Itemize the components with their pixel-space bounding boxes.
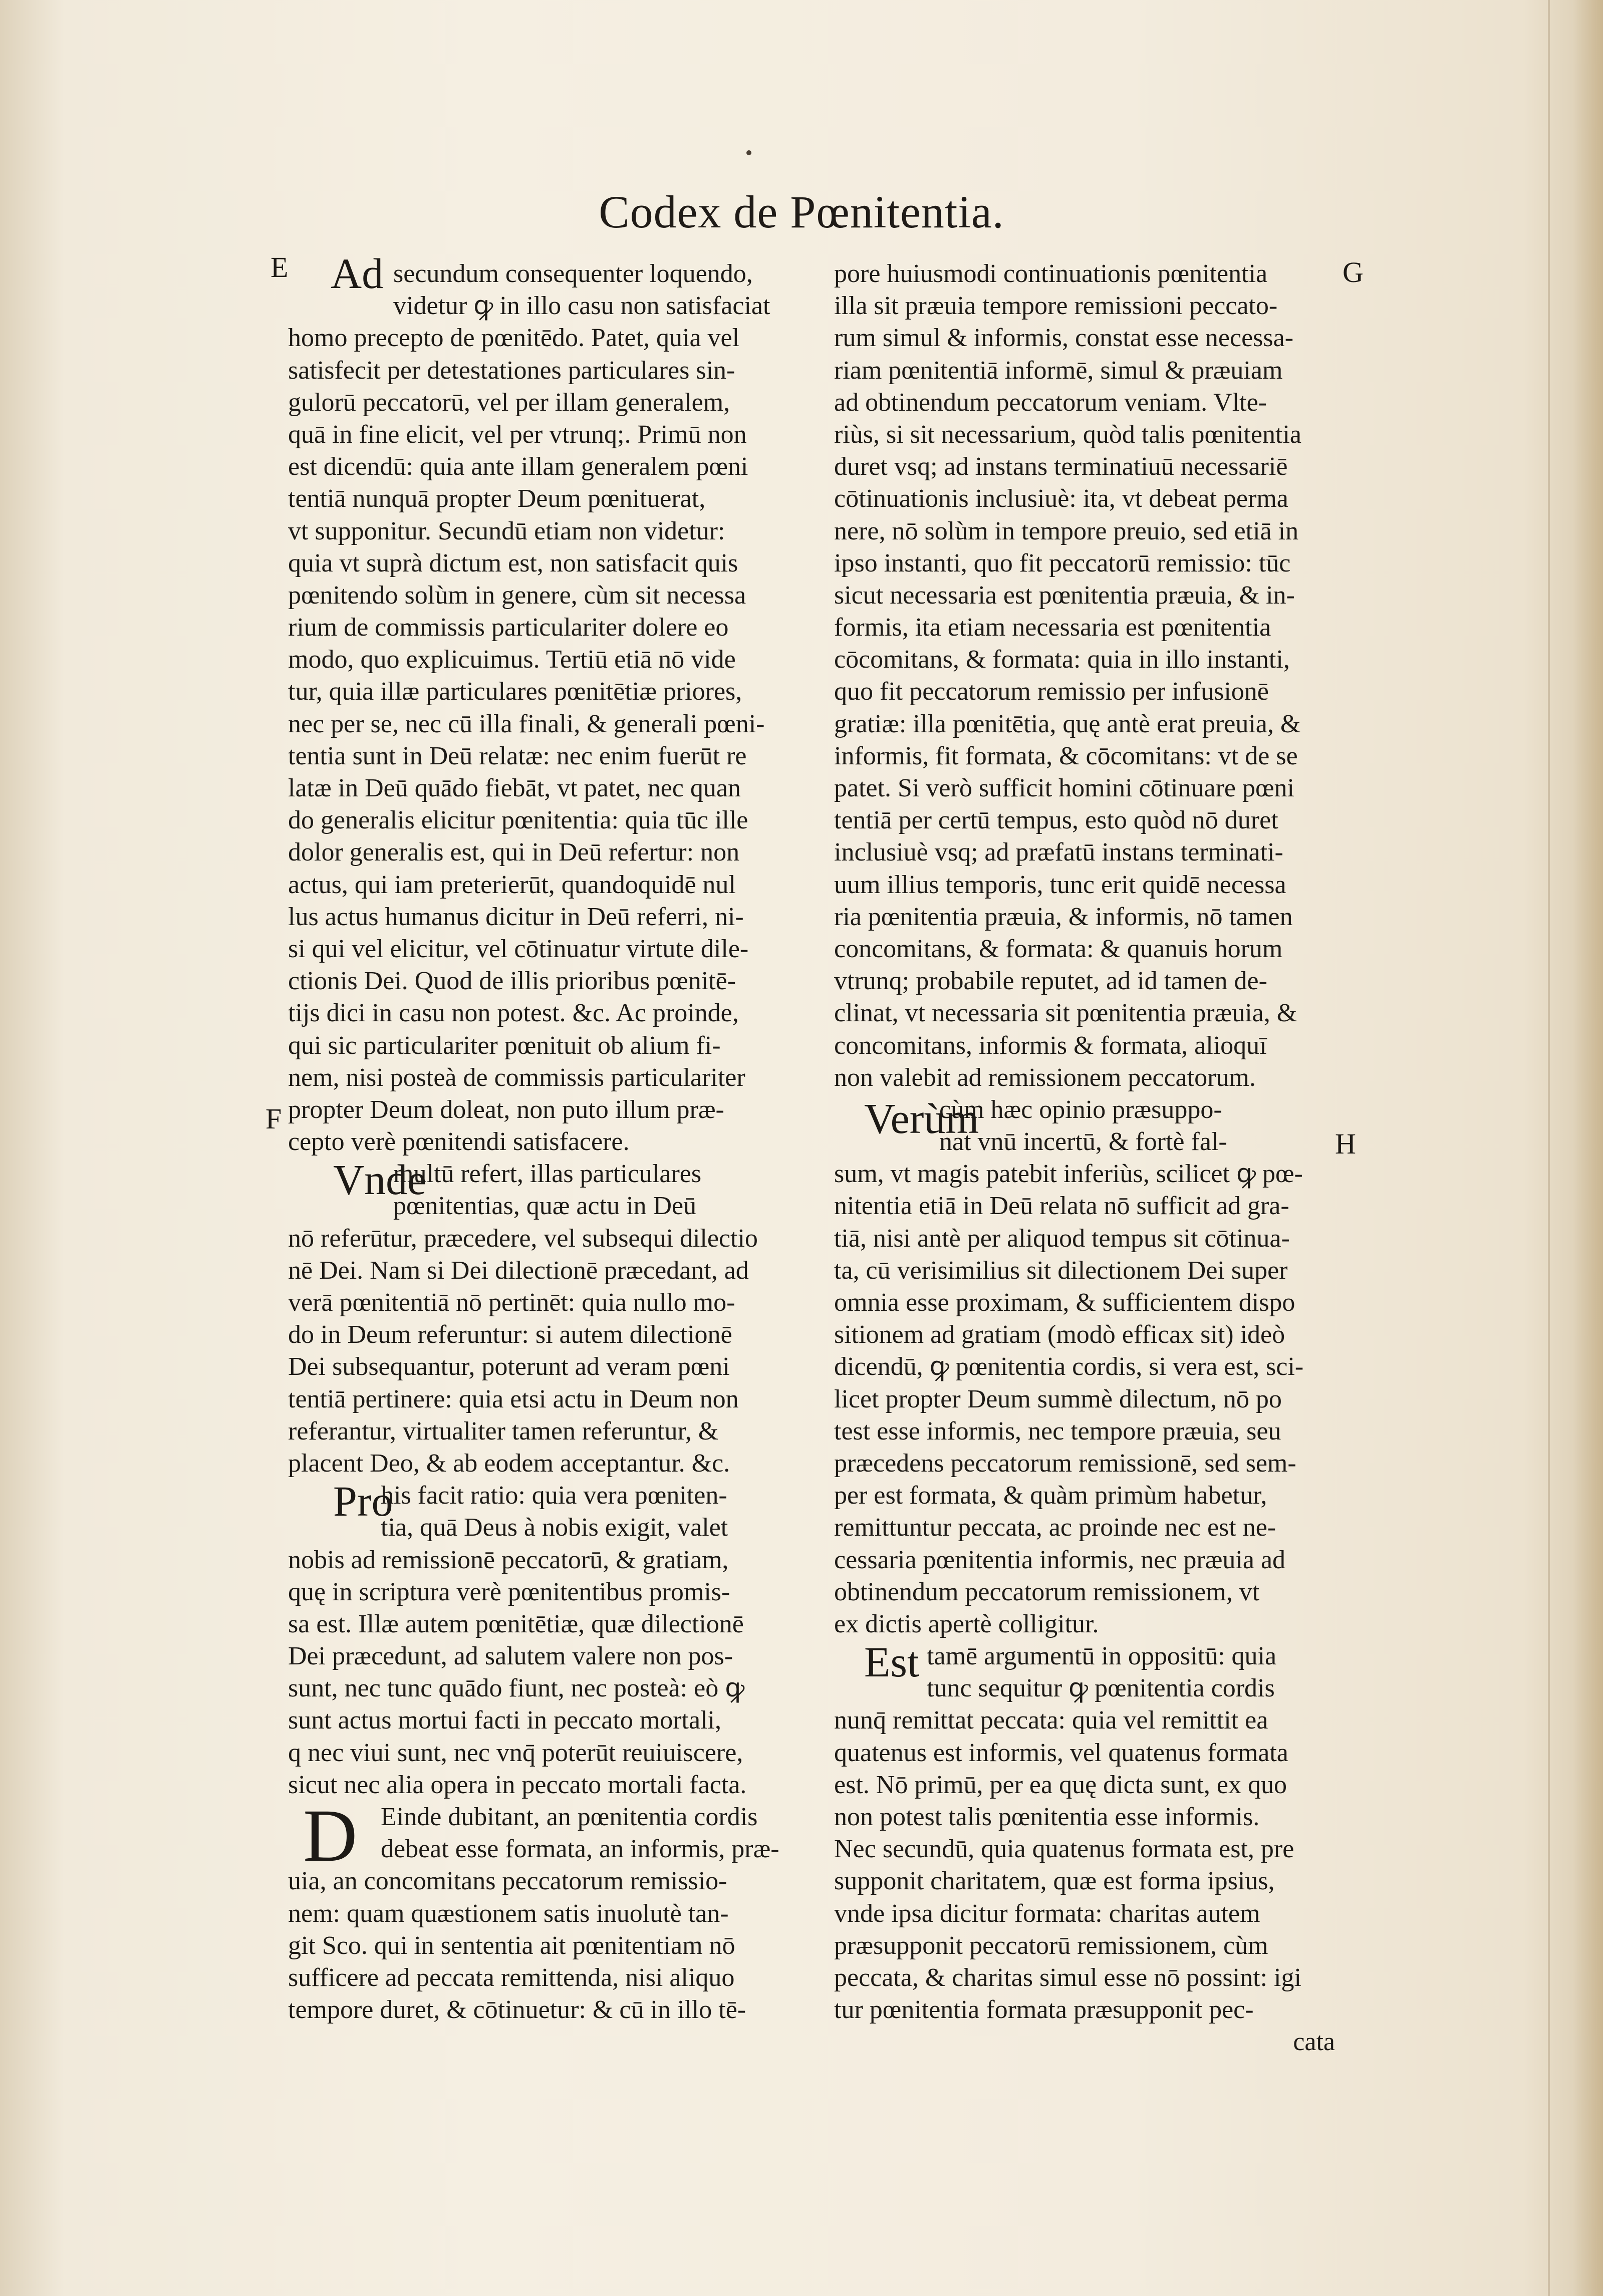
text-line: tur, quia illæ particulares pœnitētiæ priores, bbox=[288, 677, 742, 706]
text-line: verā pœnitentiā nō pertinēt: quia nullo mo- bbox=[288, 1288, 735, 1317]
text-line: referantur, virtualiter tamen referuntur, & bbox=[288, 1416, 719, 1446]
text-line: his facit ratio: quia vera pœniten- bbox=[381, 1481, 727, 1510]
text-line: præcedens peccatorum remissionē, sed sem- bbox=[834, 1449, 1296, 1478]
para1-opening-word: Ad bbox=[331, 249, 384, 298]
text-line: tijs dici in casu non potest. &c. Ac proinde, bbox=[288, 999, 739, 1028]
text-line: sunt, nec tunc quādo fiunt, nec posteà: eò ꝙ bbox=[288, 1674, 745, 1703]
text-line: do generalis elicitur pœnitentia: quia tūc ille bbox=[288, 806, 748, 835]
text-line: ria pœnitentia præuia, & informis, nō tamen bbox=[834, 902, 1293, 931]
text-line: q nec viui sunt, nec vnq̄ poterūt reuiuiscere, bbox=[288, 1738, 743, 1767]
text-line: inclusiuè vsq; ad præfatū instans terminati- bbox=[834, 838, 1283, 867]
right-para2-opening-word: Verùm bbox=[864, 1094, 979, 1142]
text-line: Einde dubitant, an pœnitentia cordis bbox=[381, 1803, 758, 1831]
text-line: pore huiusmodi continuationis pœnitentia bbox=[834, 259, 1268, 288]
text-line: dolor generalis est, qui in Deū refertur: non bbox=[288, 838, 740, 867]
text-line: rum simul & informis, constat esse necessa- bbox=[834, 324, 1294, 353]
text-line: nō referūtur, præcedere, vel subsequi dilectio bbox=[288, 1224, 758, 1253]
text-line: cata bbox=[1293, 2028, 1335, 2057]
text-line: gratiæ: illa pœnitētia, quę antè erat preuia, & bbox=[834, 709, 1301, 738]
text-line: rium de commissis particulariter dolere eo bbox=[288, 613, 729, 642]
text-line: clinat, vt necessaria sit pœnitentia præuia, & bbox=[834, 999, 1297, 1028]
text-line: vnde ipsa dicitur formata: charitas autem bbox=[834, 1899, 1260, 1928]
para2-opening-word: Vnde bbox=[333, 1156, 427, 1204]
left-para2 bbox=[288, 1158, 784, 1480]
text-line: omnia esse proximam, & sufficientem dispo bbox=[834, 1288, 1295, 1317]
margin-letter-h: H bbox=[1335, 1127, 1356, 1160]
text-line: peccata, & charitas simul esse nō possint: igi bbox=[834, 1963, 1301, 1992]
text-line: tentiā pertinere: quia etsi actu in Deum non bbox=[288, 1384, 739, 1413]
text-line: est. Nō primū, per ea quę dicta sunt, ex quo bbox=[834, 1770, 1287, 1799]
text-line: homo precepto de pœnitēdo. Patet, quia vel bbox=[288, 324, 740, 353]
text-line: informis, fit formata, & cōcomitans: vt de se bbox=[834, 741, 1298, 770]
right-para2 bbox=[834, 1094, 1335, 1640]
text-line: nem, nisi posteà de commissis particulariter bbox=[288, 1063, 745, 1092]
text-line: tiā, nisi antè per aliquod tempus sit cōtinua- bbox=[834, 1224, 1290, 1253]
text-line: ipso instanti, quo fit peccatorū remissio: tūc bbox=[834, 548, 1291, 578]
text-line: tentiā per certū tempus, esto quòd nō duret bbox=[834, 806, 1278, 835]
text-line: lus actus humanus dicitur in Deū referri, ni- bbox=[288, 902, 744, 931]
text-line: cōtinuationis inclusiuè: ita, vt debeat perma bbox=[834, 484, 1288, 513]
text-line: git Sco. qui in sententia ait pœnitentiam nō bbox=[288, 1931, 735, 1960]
text-line: nobis ad remissionē peccatorū, & gratiam, bbox=[288, 1545, 729, 1574]
text-line: nem: quam quæstionem satis inuolutè tan- bbox=[288, 1899, 729, 1928]
text-line: placent Deo, & ab eodem acceptantur. &c. bbox=[288, 1449, 730, 1478]
text-line: supponit charitatem, quæ est forma ipsius, bbox=[834, 1867, 1275, 1896]
text-line: propter Deum doleat, non puto illum præ- bbox=[288, 1095, 724, 1124]
page-edge-shadow bbox=[1573, 0, 1603, 2296]
text-line: debeat esse formata, an informis, præ- bbox=[381, 1835, 779, 1864]
text-line: sitionem ad gratiam (modò efficax sit) ideò bbox=[834, 1320, 1285, 1349]
text-line: cepto verè pœnitendi satisfacere. bbox=[288, 1127, 630, 1157]
text-line: nunq̄ remittat peccata: quia vel remittit ea bbox=[834, 1706, 1268, 1735]
right-para3-opening-word: Est bbox=[864, 1638, 919, 1686]
text-line: actus, qui iam preterierūt, quandoquidē nul bbox=[288, 870, 736, 899]
text-line: uia, an concomitans peccatorum remissio- bbox=[288, 1867, 727, 1896]
text-line: do in Deum referuntur: si autem dilectionē bbox=[288, 1320, 732, 1349]
text-line: Dei subsequantur, poterunt ad veram pœni bbox=[288, 1352, 730, 1381]
text-line: nec per se, nec cū illa finali, & generali pœni- bbox=[288, 709, 765, 738]
text-line: non potest talis pœnitentia esse informis. bbox=[834, 1803, 1260, 1831]
text-line: pœnitendo solùm in genere, cùm sit necessa bbox=[288, 581, 746, 610]
text-line: satisfecit per detestationes particulares sin- bbox=[288, 356, 735, 385]
text-line: formis, ita etiam necessaria est pœnitentia bbox=[834, 613, 1271, 642]
left-para3 bbox=[288, 1477, 784, 1801]
text-line: sa est. Illæ autem pœnitētiæ, quæ dilectionē bbox=[288, 1609, 744, 1638]
text-line: multū refert, illas particulares bbox=[393, 1160, 702, 1189]
text-line: ctionis Dei. Quod de illis prioribus pœnitē- bbox=[288, 967, 736, 996]
text-line: duret vsq; ad instans terminatiuū necessariē bbox=[834, 452, 1288, 481]
text-line: secundum consequenter loquendo, bbox=[393, 259, 753, 288]
text-line: nere, nō solùm in tempore preuio, sed etiā in bbox=[834, 516, 1299, 545]
text-line: non valebit ad remissionem peccatorum. bbox=[834, 1063, 1256, 1092]
text-line: sicut necessaria est pœnitentia præuia, & in- bbox=[834, 581, 1295, 610]
text-line: gulorū peccatorū, vel per illam generalem, bbox=[288, 388, 730, 417]
text-line: qui sic particulariter pœnituit ob alium fi- bbox=[288, 1031, 721, 1060]
text-line: modo, quo explicuimus. Tertiū etiā nō vide bbox=[288, 645, 736, 674]
text-line: sicut nec alia opera in peccato mortali facta. bbox=[288, 1770, 747, 1799]
right-para1 bbox=[834, 258, 1335, 1094]
left-para1 bbox=[288, 258, 784, 1158]
text-line: quā in fine elicit, vel per vtrunq;. Primū non bbox=[288, 420, 747, 449]
text-line: pœnitentias, quæ actu in Deū bbox=[393, 1192, 697, 1221]
text-line: cōcomitans, & formata: quia in illo instanti, bbox=[834, 645, 1290, 674]
text-line: tunc sequitur ꝙ pœnitentia cordis bbox=[927, 1674, 1275, 1703]
text-line: concomitans, informis & formata, alioquī bbox=[834, 1031, 1267, 1060]
text-line: tamē argumentū in oppositū: quia bbox=[927, 1642, 1277, 1671]
margin-letter-f: F bbox=[265, 1102, 282, 1135]
text-line: remittuntur peccata, ac proinde nec est ne- bbox=[834, 1513, 1276, 1542]
ink-spot bbox=[746, 150, 751, 155]
text-line: riam pœnitentiā informē, simul & præuiam bbox=[834, 356, 1283, 385]
text-line: vt supponitur. Secundū etiam non videtur: bbox=[288, 516, 725, 545]
text-line: sum, vt magis patebit inferiùs, scilicet ꝙ pœ- bbox=[834, 1160, 1303, 1189]
text-line: nitentia etiā in Deū relata nō sufficit ad gra- bbox=[834, 1192, 1289, 1221]
text-line: latæ in Deū quādo fiebāt, vt patet, nec quan bbox=[288, 774, 741, 802]
text-line: tur pœnitentia formata præsupponit pec- bbox=[834, 1995, 1254, 2025]
text-line: tempore duret, & cōtinuetur: & cū in illo tē- bbox=[288, 1995, 746, 2025]
text-line: si qui vel elicitur, vel cōtinuatur virtute dile- bbox=[288, 934, 749, 963]
drop-initial-d: D bbox=[303, 1794, 358, 1877]
text-line: vtrunq; probabile reputet, ad id tamen de- bbox=[834, 967, 1267, 996]
text-line: sunt actus mortui facti in peccato mortali, bbox=[288, 1706, 721, 1735]
text-line: cessaria pœnitentia informis, nec præuia ad bbox=[834, 1545, 1286, 1574]
text-line: præsupponit peccatorū remissionem, cùm bbox=[834, 1931, 1268, 1960]
running-title: Codex de Pœnitentia. bbox=[599, 186, 1004, 237]
text-line: sufficere ad peccata remittenda, nisi aliquo bbox=[288, 1963, 735, 1992]
text-line: quatenus est informis, vel quatenus formata bbox=[834, 1738, 1288, 1767]
margin-letter-e: E bbox=[271, 251, 289, 283]
text-line: quę in scriptura verè pœnitentibus promis- bbox=[288, 1577, 730, 1606]
text-line: Nec secundū, quia quatenus formata est, pre bbox=[834, 1835, 1294, 1864]
text-line: ad obtinendum peccatorum veniam. Vlte- bbox=[834, 388, 1267, 417]
para3-opening-word: Pro bbox=[333, 1477, 393, 1526]
text-line: tia, quā Deus à nobis exigit, valet bbox=[381, 1513, 728, 1542]
text-line: est dicendū: quia ante illam generalem pœni bbox=[288, 452, 748, 481]
text-line: per est formata, & quàm primùm habetur, bbox=[834, 1481, 1267, 1510]
text-line: quia vt suprà dictum est, non satisfacit quis bbox=[288, 548, 738, 578]
left-column bbox=[288, 249, 784, 2026]
text-line: cùm hæc opinio præsuppo- bbox=[939, 1095, 1222, 1124]
text-line: obtinendum peccatorum remissionem, vt bbox=[834, 1577, 1260, 1606]
text-line: nē Dei. Nam si Dei dilectionē præcedant, ad bbox=[288, 1256, 749, 1285]
right-para3 bbox=[834, 1640, 1335, 2058]
text-line: quo fit peccatorum remissio per infusionē bbox=[834, 677, 1269, 706]
text-line: uum illius temporis, tunc erit quidē necessa bbox=[834, 870, 1286, 899]
page-fold bbox=[1548, 0, 1550, 2296]
text-line: Dei præcedunt, ad salutem valere non pos- bbox=[288, 1642, 733, 1671]
text-line: illa sit præuia tempore remissioni peccato- bbox=[834, 292, 1278, 321]
left-para4 bbox=[288, 1801, 784, 2026]
text-line: ex dictis apertè colligitur. bbox=[834, 1609, 1099, 1638]
right-column bbox=[834, 258, 1335, 2059]
text-line: tentiā nunquā propter Deum pœnituerat, bbox=[288, 484, 706, 513]
text-line: nat vnū incertū, & fortè fal- bbox=[939, 1127, 1227, 1157]
text-line: videtur ꝙ in illo casu non satisfaciat bbox=[393, 292, 770, 321]
margin-letter-g: G bbox=[1343, 256, 1364, 289]
text-line: test esse informis, nec tempore præuia, seu bbox=[834, 1416, 1281, 1446]
text-line: dicendū, ꝙ pœnitentia cordis, si vera est, sci- bbox=[834, 1352, 1304, 1381]
text-line: ta, cū verisimilius sit dilectionem Dei super bbox=[834, 1256, 1288, 1285]
text-line: patet. Si verò sufficit homini cōtinuare pœni bbox=[834, 774, 1294, 802]
text-line: riùs, si sit necessarium, quòd talis pœnitentia bbox=[834, 420, 1301, 449]
text-line: licet propter Deum summè dilectum, nō po bbox=[834, 1384, 1282, 1413]
text-line: concomitans, & formata: & quanuis horum bbox=[834, 934, 1283, 963]
text-line: tentia sunt in Deū relatæ: nec enim fuerūt re bbox=[288, 741, 747, 770]
